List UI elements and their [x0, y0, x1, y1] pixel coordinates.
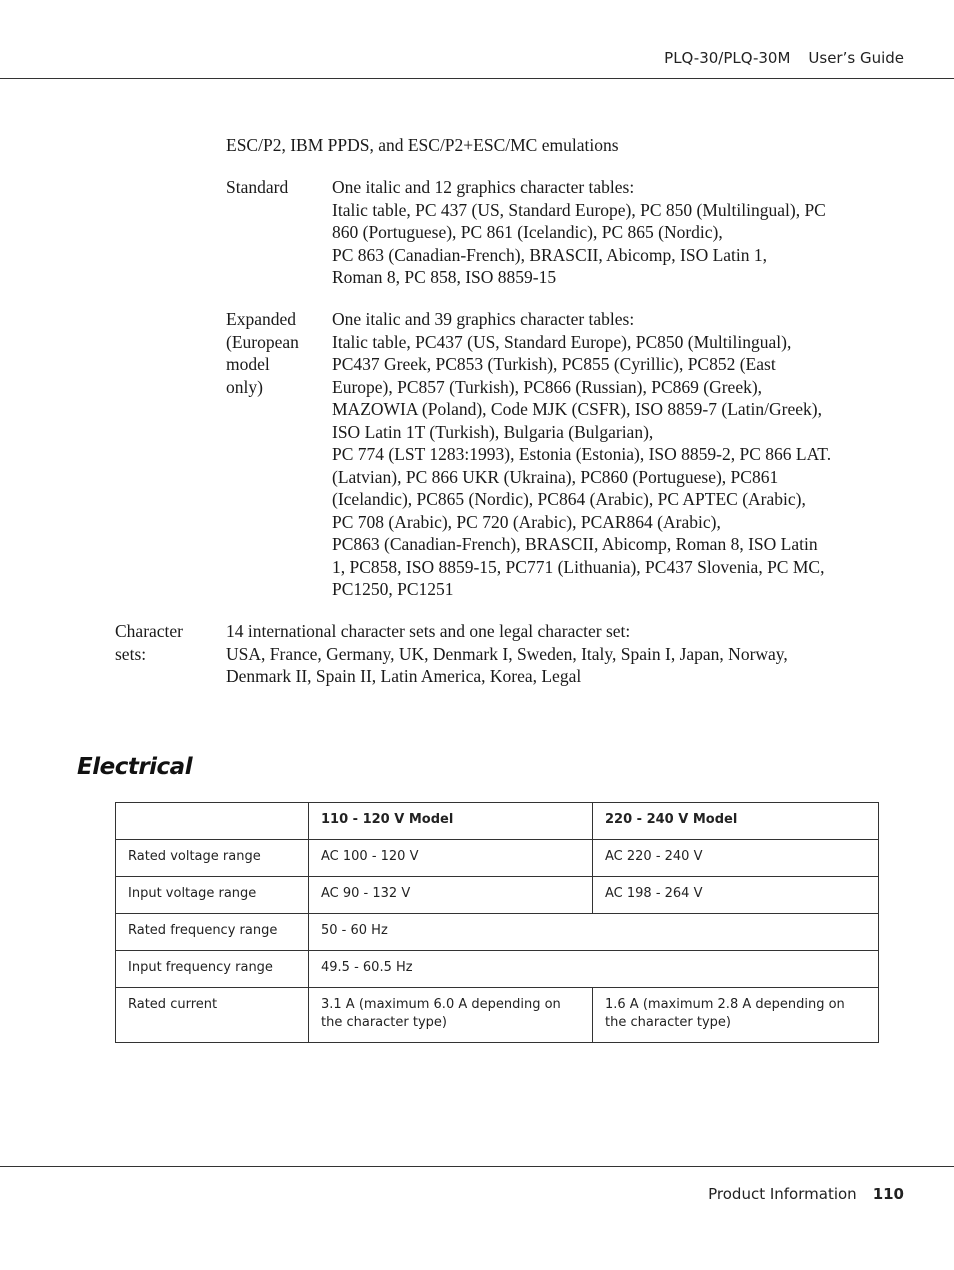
character-sets-label-line: sets:	[115, 643, 147, 664]
header-guide: User’s Guide	[808, 49, 904, 67]
table-cell: Rated voltage range	[116, 840, 309, 877]
expanded-line: PC863 (Canadian-French), BRASCII, Abicomp, Roman 8, ISO Latin	[332, 534, 818, 554]
table-cell: AC 90 - 132 V	[309, 877, 593, 914]
footer-section: Product Information	[708, 1185, 857, 1203]
table-cell: 3.1 A (maximum 6.0 A depending on the character type)	[309, 988, 593, 1043]
table-cell: Rated frequency range	[116, 914, 309, 951]
expanded-line: Europe), PC857 (Turkish), PC866 (Russian), PC869 (Greek),	[332, 376, 763, 397]
expanded-label-line: Expanded	[226, 309, 296, 329]
expanded-label-line: model	[226, 354, 270, 374]
table-header-cell: 220 - 240 V Model	[593, 803, 879, 840]
expanded-label-line: only)	[226, 376, 263, 397]
expanded-label	[226, 308, 326, 398]
character-sets-line: Denmark II, Spain II, Latin America, Korea, Legal	[226, 666, 582, 686]
character-sets-line: USA, France, Germany, UK, Denmark I, Sweden, Italy, Spain I, Japan, Norway,	[226, 643, 788, 664]
standard-description	[332, 176, 860, 289]
character-sets-line: 14 international character sets and one legal character set:	[226, 621, 631, 641]
expanded-line: ISO Latin 1T (Turkish), Bulgaria (Bulgarian),	[332, 421, 654, 442]
header-rule	[0, 78, 954, 79]
table-row	[116, 914, 879, 951]
expanded-line: MAZOWIA (Poland), Code MJK (CSFR), ISO 8859-7 (Latin/Greek),	[332, 399, 822, 419]
character-sets-label-line: Character	[115, 621, 184, 641]
expanded-line: (Latvian), PC 866 UKR (Ukraina), PC860 (Portuguese), PC861	[332, 466, 779, 487]
expanded-line: PC 774 (LST 1283:1993), Estonia (Estonia), ISO 8859-2, PC 866 LAT.	[332, 444, 832, 464]
expanded-line: Italic table, PC437 (US, Standard Europe), PC850 (Multilingual),	[332, 331, 792, 352]
table-cell: Rated current	[116, 988, 309, 1043]
table-cell: AC 100 - 120 V	[309, 840, 593, 877]
table-row	[116, 840, 879, 877]
expanded-line: (Icelandic), PC865 (Nordic), PC864 (Arabic), PC APTEC (Arabic),	[332, 489, 806, 509]
table-row	[116, 877, 879, 914]
expanded-label-line: (European	[226, 331, 299, 352]
expanded-line: 1, PC858, ISO 8859-15, PC771 (Lithuania), PC437 Slovenia, PC MC,	[332, 556, 825, 577]
table-header-row	[116, 803, 879, 840]
table-row	[116, 951, 879, 988]
table-cell: AC 198 - 264 V	[593, 877, 879, 914]
standard-line: One italic and 12 graphics character tables:	[332, 177, 635, 197]
table-cell: Input frequency range	[116, 951, 309, 988]
table-row	[116, 988, 879, 1043]
expanded-description	[332, 308, 860, 601]
expanded-line: One italic and 39 graphics character tables:	[332, 309, 635, 329]
footer-text	[708, 1185, 904, 1203]
section-title: Electrical	[77, 754, 193, 780]
standard-line: Roman 8, PC 858, ISO 8859-15	[332, 267, 557, 287]
character-sets-description	[226, 620, 866, 688]
character-sets-label	[115, 620, 215, 665]
standard-line: PC 863 (Canadian-French), BRASCII, Abicomp, ISO Latin 1,	[332, 244, 768, 265]
standard-line: 860 (Portuguese), PC 861 (Icelandic), PC 865 (Nordic),	[332, 222, 723, 242]
table-cell: Input voltage range	[116, 877, 309, 914]
table-cell: AC 220 - 240 V	[593, 840, 879, 877]
expanded-line: PC 708 (Arabic), PC 720 (Arabic), PCAR864 (Arabic),	[332, 511, 721, 532]
table-header-cell	[116, 803, 309, 840]
page-number: 110	[872, 1185, 904, 1203]
table-cell: 1.6 A (maximum 2.8 A depending on the character type)	[593, 988, 879, 1043]
standard-label: Standard	[226, 177, 289, 197]
header-text	[664, 49, 904, 67]
electrical-table	[115, 802, 879, 1043]
table-cell: 50 - 60 Hz	[309, 914, 879, 951]
standard-line: Italic table, PC 437 (US, Standard Europe), PC 850 (Multilingual), PC	[332, 199, 826, 220]
emulation-heading: ESC/P2, IBM PPDS, and ESC/P2+ESC/MC emulations	[226, 135, 619, 155]
header-product: PLQ-30/PLQ-30M	[664, 49, 791, 67]
table-cell: 49.5 - 60.5 Hz	[309, 951, 879, 988]
table-header-cell: 110 - 120 V Model	[309, 803, 593, 840]
expanded-line: PC1250, PC1251	[332, 579, 454, 599]
expanded-line: PC437 Greek, PC853 (Turkish), PC855 (Cyrillic), PC852 (East	[332, 354, 776, 374]
footer-rule	[0, 1166, 954, 1167]
